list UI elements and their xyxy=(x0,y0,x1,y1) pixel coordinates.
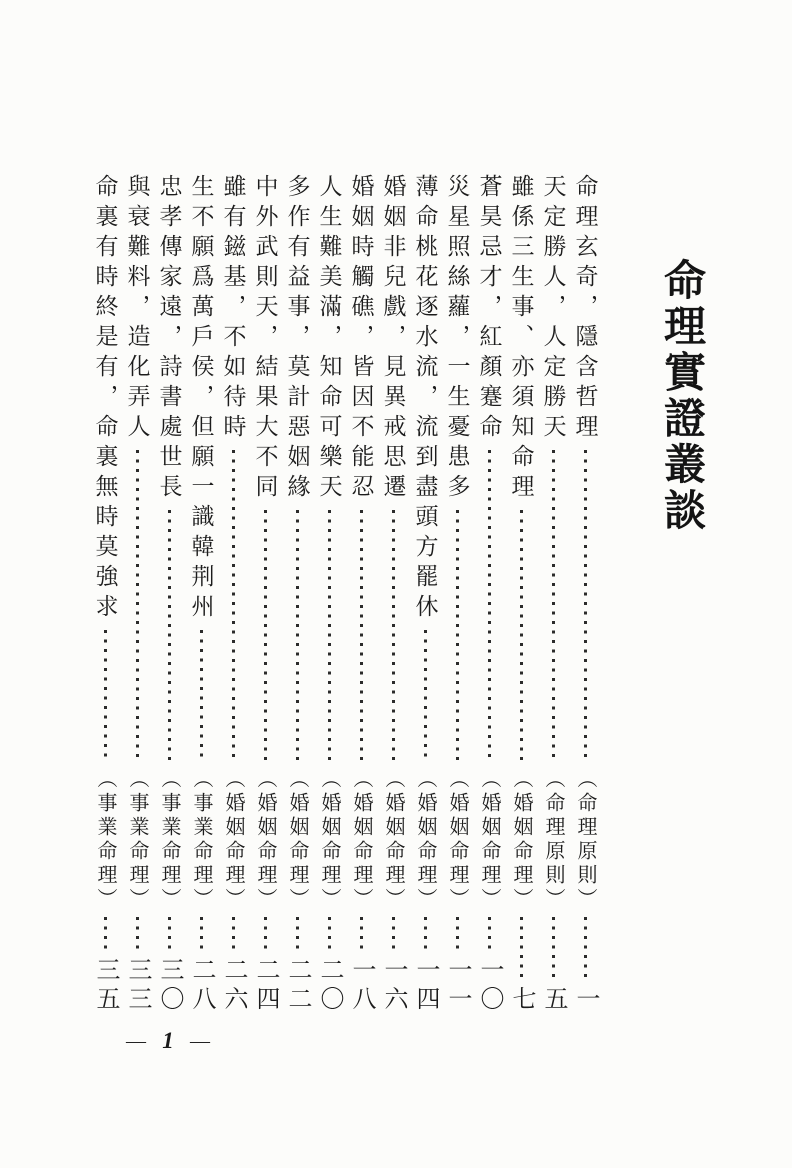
entry-page-number: 三〇 xyxy=(156,957,182,1015)
entry-title: 中外武則天，結果大不同 xyxy=(252,174,278,504)
toc-entry xyxy=(153,174,185,1015)
dot-leader xyxy=(360,510,363,762)
entry-category: （婚姻命理） xyxy=(286,768,308,912)
entry-head xyxy=(318,174,341,768)
dot-leader xyxy=(232,917,235,952)
entry-page-number: 二〇 xyxy=(316,957,342,1015)
entry-category: （婚姻命理） xyxy=(414,768,436,912)
dot-leader xyxy=(264,510,267,762)
entry-title: 命理玄奇，隱含哲理 xyxy=(572,174,598,444)
dot-leader xyxy=(584,917,587,981)
entry-head xyxy=(254,174,277,768)
dot-leader xyxy=(520,510,523,762)
entry-title: 蒼昊忌才，紅顏蹇命 xyxy=(476,174,502,444)
dot-leader xyxy=(232,450,235,762)
dot-leader xyxy=(552,450,555,762)
dot-leader xyxy=(360,917,363,952)
entry-title: 天定勝人，人定勝天 xyxy=(540,174,566,444)
toc-entry xyxy=(345,174,377,1015)
dot-leader xyxy=(168,510,171,762)
entry-category: （事業命理） xyxy=(158,768,180,912)
entry-page-number: 五 xyxy=(540,986,566,1015)
entry-category: （婚姻命理） xyxy=(510,768,532,912)
entry-title: 雖係三生事、亦須知命理 xyxy=(508,174,534,504)
entry-page-number: 二六 xyxy=(220,957,246,1015)
entry-title: 災星照絲蘿，一生憂患多 xyxy=(444,174,470,504)
entry-head xyxy=(126,174,149,768)
entry-head xyxy=(190,174,213,768)
entry-head xyxy=(414,174,437,768)
dot-leader xyxy=(136,917,139,952)
dot-leader xyxy=(104,917,107,952)
entry-category: （婚姻命理） xyxy=(350,768,372,912)
toc-entry xyxy=(185,174,217,1015)
entry-title: 薄命桃花逐水流，流到盡頭方罷休 xyxy=(412,174,438,624)
toc-entry xyxy=(249,174,281,1015)
dot-leader xyxy=(424,917,427,952)
toc-entry xyxy=(217,174,249,1015)
entry-head xyxy=(158,174,181,768)
entry-category: （婚姻命理） xyxy=(382,768,404,912)
toc-list xyxy=(89,174,601,1015)
dot-leader xyxy=(456,917,459,952)
entry-page-number: 一 xyxy=(572,986,598,1015)
toc-entry xyxy=(281,174,313,1015)
toc-entry xyxy=(89,174,121,1015)
dot-leader xyxy=(328,510,331,762)
footer-dash-left: — xyxy=(126,1029,146,1052)
entry-head xyxy=(350,174,373,768)
entry-title: 人生難美滿，知命可樂天 xyxy=(316,174,342,504)
dot-leader xyxy=(488,917,491,952)
entry-title: 婚姻非兒戲，見異戒思遷 xyxy=(380,174,406,504)
toc-entry xyxy=(313,174,345,1015)
toc-entry xyxy=(569,174,601,1015)
dot-leader xyxy=(296,917,299,952)
toc-entry xyxy=(409,174,441,1015)
entry-category: （事業命理） xyxy=(94,768,116,912)
entry-category: （婚姻命理） xyxy=(222,768,244,912)
entry-head xyxy=(222,174,245,768)
entry-page-number: 一一 xyxy=(444,957,470,1015)
toc-entry xyxy=(473,174,505,1015)
dot-leader xyxy=(200,917,203,952)
entry-page-number: 二八 xyxy=(188,957,214,1015)
entry-title: 雖有鎡基，不如待時 xyxy=(220,174,246,444)
entry-title: 婚姻時觸礁，皆因不能忍 xyxy=(348,174,374,504)
entry-page-number: 二四 xyxy=(252,957,278,1015)
entry-page-number: 一四 xyxy=(412,957,438,1015)
dot-leader xyxy=(488,450,491,762)
entry-head xyxy=(94,174,117,768)
toc-entry xyxy=(537,174,569,1015)
book-title: 命理實證叢談 xyxy=(658,258,704,534)
entry-category: （事業命理） xyxy=(126,768,148,912)
entry-head xyxy=(542,174,565,768)
entry-category: （命理原則） xyxy=(574,768,596,912)
toc-entry xyxy=(377,174,409,1015)
dot-leader xyxy=(456,510,459,762)
entry-category: （婚姻命理） xyxy=(254,768,276,912)
entry-head xyxy=(510,174,533,768)
dot-leader xyxy=(200,630,203,762)
footer-page-number: 1 xyxy=(162,1028,174,1053)
entry-page-number: 一〇 xyxy=(476,957,502,1015)
entry-title: 命裏有時終是有，命裏無時莫強求 xyxy=(92,174,118,624)
dot-leader xyxy=(136,450,139,762)
entry-title: 生不願爲萬戶侯，但願一識韓荆州 xyxy=(188,174,214,624)
entry-page-number: 二二 xyxy=(284,957,310,1015)
entry-head xyxy=(478,174,501,768)
dot-leader xyxy=(392,917,395,952)
entry-page-number: 七 xyxy=(508,986,534,1015)
entry-category: （命理原則） xyxy=(542,768,564,912)
entry-category: （事業命理） xyxy=(190,768,212,912)
dot-leader xyxy=(392,510,395,762)
dot-leader xyxy=(296,510,299,762)
dot-leader xyxy=(584,450,587,762)
dot-leader xyxy=(328,917,331,952)
footer-dash-right: — xyxy=(190,1029,210,1052)
entry-head xyxy=(382,174,405,768)
dot-leader xyxy=(264,917,267,952)
entry-page-number: 一八 xyxy=(348,957,374,1015)
entry-title: 忠孝傳家遠，詩書處世長 xyxy=(156,174,182,504)
entry-head xyxy=(574,174,597,768)
entry-category: （婚姻命理） xyxy=(318,768,340,912)
toc-entry xyxy=(121,174,153,1015)
dot-leader xyxy=(520,917,523,981)
page-footer xyxy=(126,1028,210,1054)
dot-leader xyxy=(424,630,427,762)
entry-page-number: 三三 xyxy=(124,957,150,1015)
dot-leader xyxy=(552,917,555,981)
dot-leader xyxy=(104,630,107,762)
entry-page-number: 一六 xyxy=(380,957,406,1015)
entry-title: 與衰難料，造化弄人 xyxy=(124,174,150,444)
dot-leader xyxy=(168,917,171,952)
entry-page-number: 三五 xyxy=(92,957,118,1015)
toc-entry xyxy=(505,174,537,1015)
entry-head xyxy=(446,174,469,768)
entry-category: （婚姻命理） xyxy=(478,768,500,912)
entry-title: 多作有益事，莫計惡姻緣 xyxy=(284,174,310,504)
entry-category: （婚姻命理） xyxy=(446,768,468,912)
toc-entry xyxy=(441,174,473,1015)
entry-head xyxy=(286,174,309,768)
